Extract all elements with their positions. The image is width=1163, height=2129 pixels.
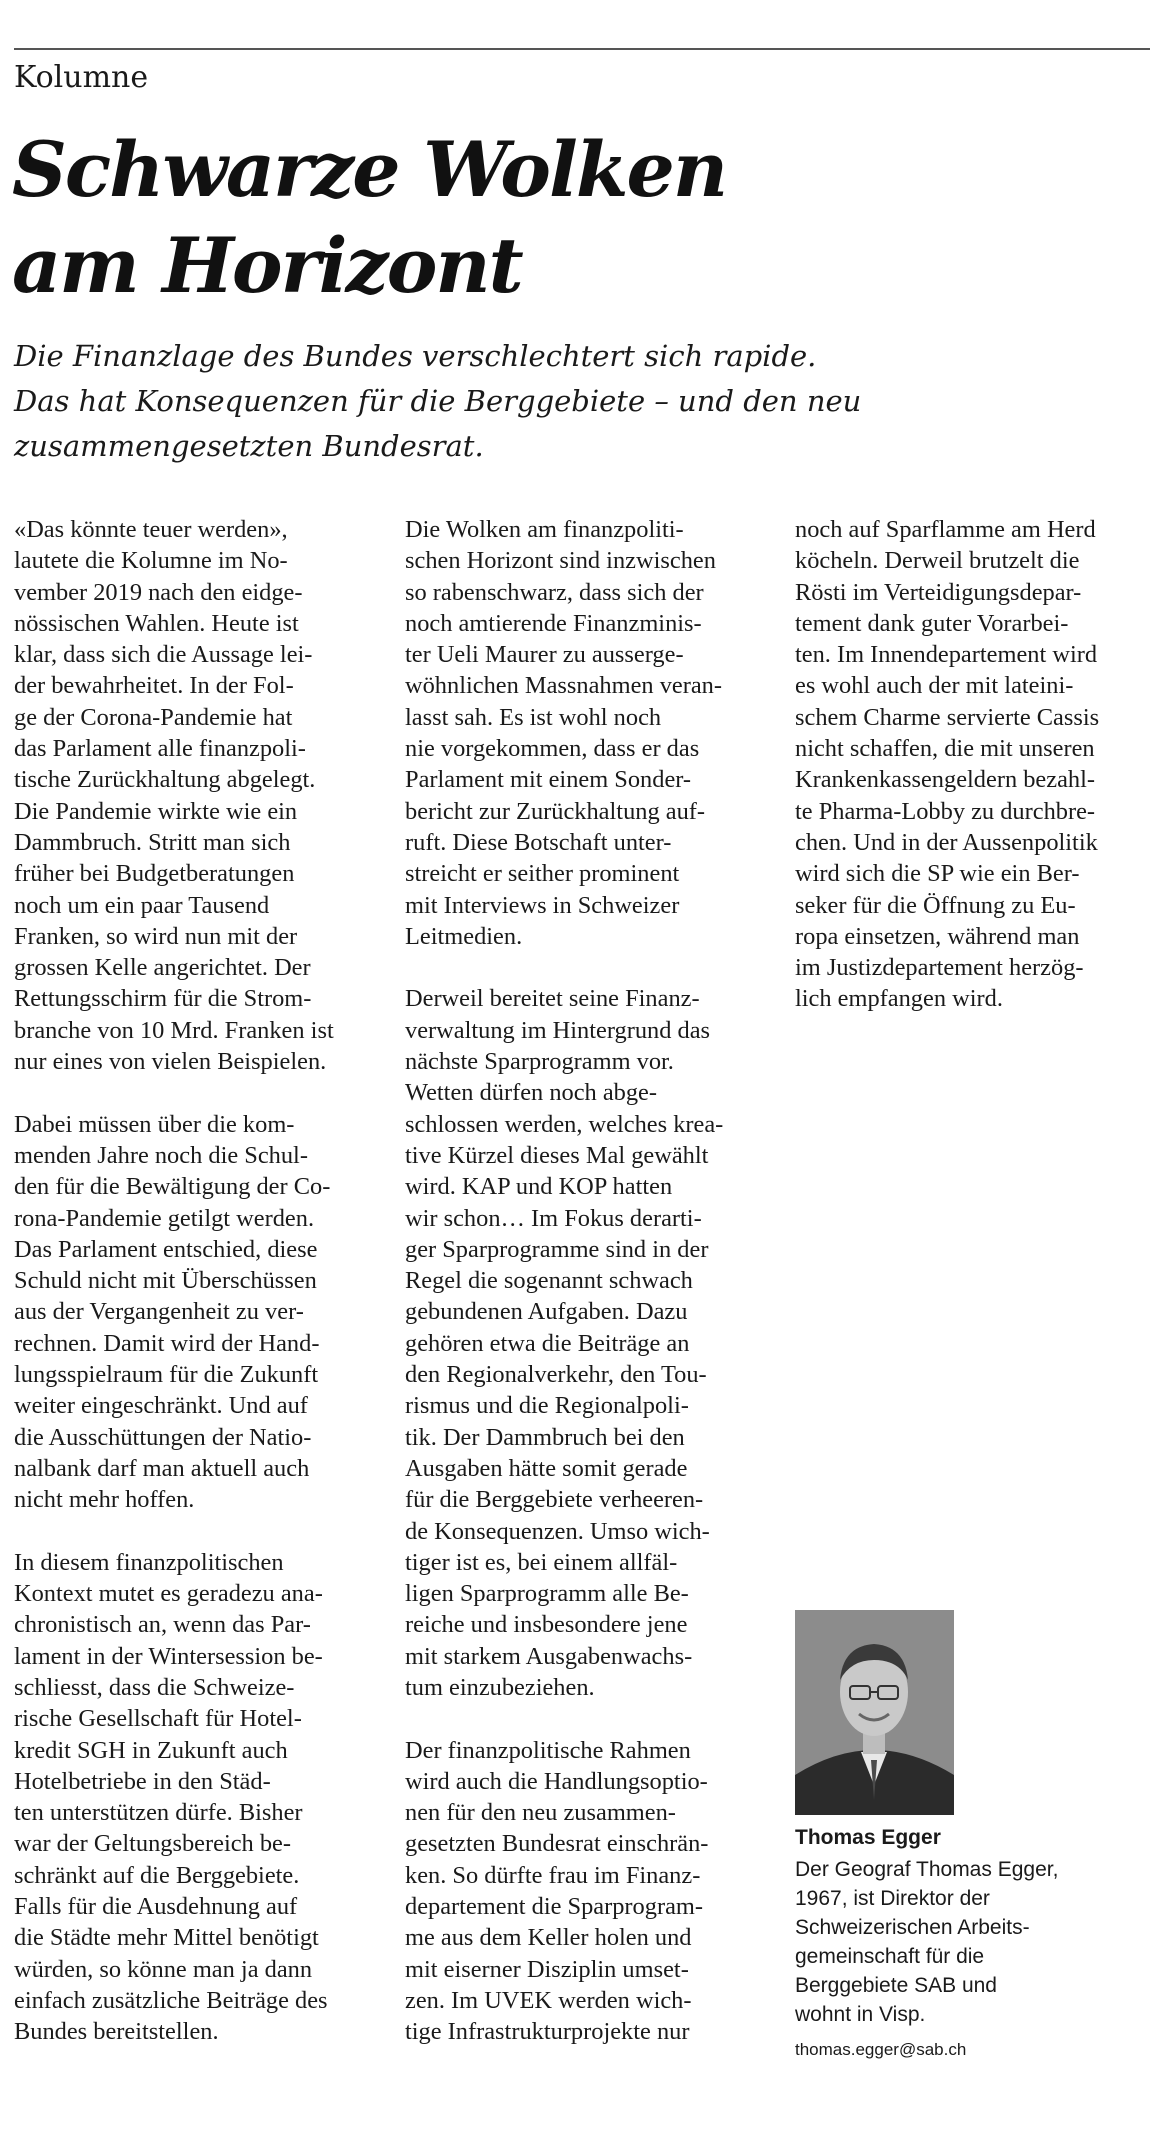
lead-line: Das hat Konsequenzen für die Berggebiete – und den neu [14,384,862,418]
headline-line: Schwarze Wolken [12,125,727,214]
lead-line: zusammengesetzten Bundesrat. [14,429,484,463]
paragraph: Der finanzpolitische Rahmen wird auch die Handlungsoptio- nen für den neu zusammen- gesetzten Bundesrat einschrän- ken. So dürfte frau im Finanz- departement die Sparprogram- me aus dem Keller holen und mit eiserner Disziplin umset- zen. Im UVEK werden wich- tige Infrastrukturprojekte nur [405,1736,709,2046]
article-column-1 [14,514,350,2079]
paragraph: In diesem finanzpolitischen Kontext mutet es geradezu ana- chronistisch an, wenn das Par- lament in der Wintersession be- schliesst, dass die Schweize- rische Gesellschaft für Hotel- kredit SGH in Zukunft auch Hotelbetriebe in den Städ- ten unterstützen dürfe. Bisher war der Geltungsbereich be- schränkt auf die Berggebiete. Falls für die Ausdehnung auf die Städte mehr Mittel benötigt würden, so könne man ja dann einfach zusätzliche Beiträge des Bundes bereitstellen. [14,1548,328,2046]
author-name: Thomas Egger [795,1826,941,1849]
article-lead [14,334,1014,469]
article-column-3 [795,514,1135,1046]
paragraph: Dabei müssen über die kom- menden Jahre noch die Schul- den für die Bewältigung der Co- rona-Pandemie getilgt werden. Das Parlament entschied, diese Schuld nicht mit Überschüssen aus der Vergangenheit zu ver- rechnen. Damit wird der Hand- lungsspielraum für die Zukunft weiter eingeschränkt. Und auf die Ausschüttungen der Natio- nalbank darf man aktuell auch nicht mehr hoffen. [14,1110,331,1514]
top-rule [14,48,1150,50]
lead-line: Die Finanzlage des Bundes verschlechtert sich rapide. [14,339,817,373]
article-headline [12,122,1112,314]
author-bio: Der Geograf Thomas Egger, 1967, ist Direktor der Schweizerischen Arbeits- gemeinschaft für die Berggebiete SAB und wohnt in Visp. [795,1858,1059,2026]
paragraph: «Das könnte teuer werden», lautete die Kolumne im No- vember 2019 nach den eidge- nössischen Wahlen. Heute ist klar, dass sich die Aussage lei- der bewahrheitet. In der Fol- ge der Corona-Pandemie hat das Parlament alle finanzpoli- tische Zurückhaltung abgelegt. Die Pandemie wirkte wie ein Dammbruch. Stritt man sich früher bei Budgetberatungen noch um ein paar Tausend Franken, so wird nun mit der grossen Kelle angerichtet. Der Rettungsschirm für die Strom- branche von 10 Mrd. Franken ist nur eines von vielen Beispielen. [14,516,334,1076]
paragraph: Die Wolken am finanzpoliti- schen Horizont sind inzwischen so rabenschwarz, dass sich der noch amtierende Finanzminis- ter Ueli Maurer zu ausserge- wöhnlichen Massnahmen veran- lasst sah. Es ist wohl noch nie vorgekommen, dass er das Parlament mit einem Sonder- bericht zur Zurückhaltung auf- ruft. Diese Botschaft unter- streicht er seither prominent mit Interviews in Schweizer Leitmedien. [405,516,722,950]
author-email: thomas.egger@sab.ch [795,2040,967,2059]
paragraph: noch auf Sparflamme am Herd köcheln. Derweil brutzelt die Rösti im Verteidigungsdepar- tement dank guter Vorarbei- ten. Im Innendepartement wird es wohl auch der mit lateini- schem Charme servierte Cassis nicht schaffen, die mit unseren Krankenkassengeldern bezahl- te Pharma-Lobby zu durchbre- chen. Und in der Aussenpolitik wird sich die SP wie ein Ber- seker für die Öffnung zu Eu- ropa einsetzen, während man im Justizdepartement herzög- lich empfangen wird. [795,516,1100,1013]
paragraph: Derweil bereitet seine Finanz- verwaltung im Hintergrund das nächste Sparprogramm vor. Wetten dürfen noch abge- schlossen werden, welches krea- tive Kürzel dieses Mal gewählt wird. KAP und KOP hatten wir schon… Im Fokus derarti- ger Sparprogramme sind in der Regel die sogenannt schwach gebundenen Aufgaben. Dazu gehören etwa die Beiträge an den Regionalverkehr, den Tou- rismus und die Regionalpoli- tik. Der Dammbruch bei den Ausgaben hätte somit gerade für die Berggebiete verheeren- de Konsequenzen. Umso wich- tiger ist es, bei einem allfäl- ligen Sparprogramm alle Be- reiche und insbesondere jene mit starkem Ausgabenwachs- tum einzubeziehen. [405,985,724,1701]
headline-line: am Horizont [12,221,522,310]
article-column-2 [405,514,761,2079]
section-label: Kolumne [14,60,149,95]
author-photo [795,1610,954,1815]
